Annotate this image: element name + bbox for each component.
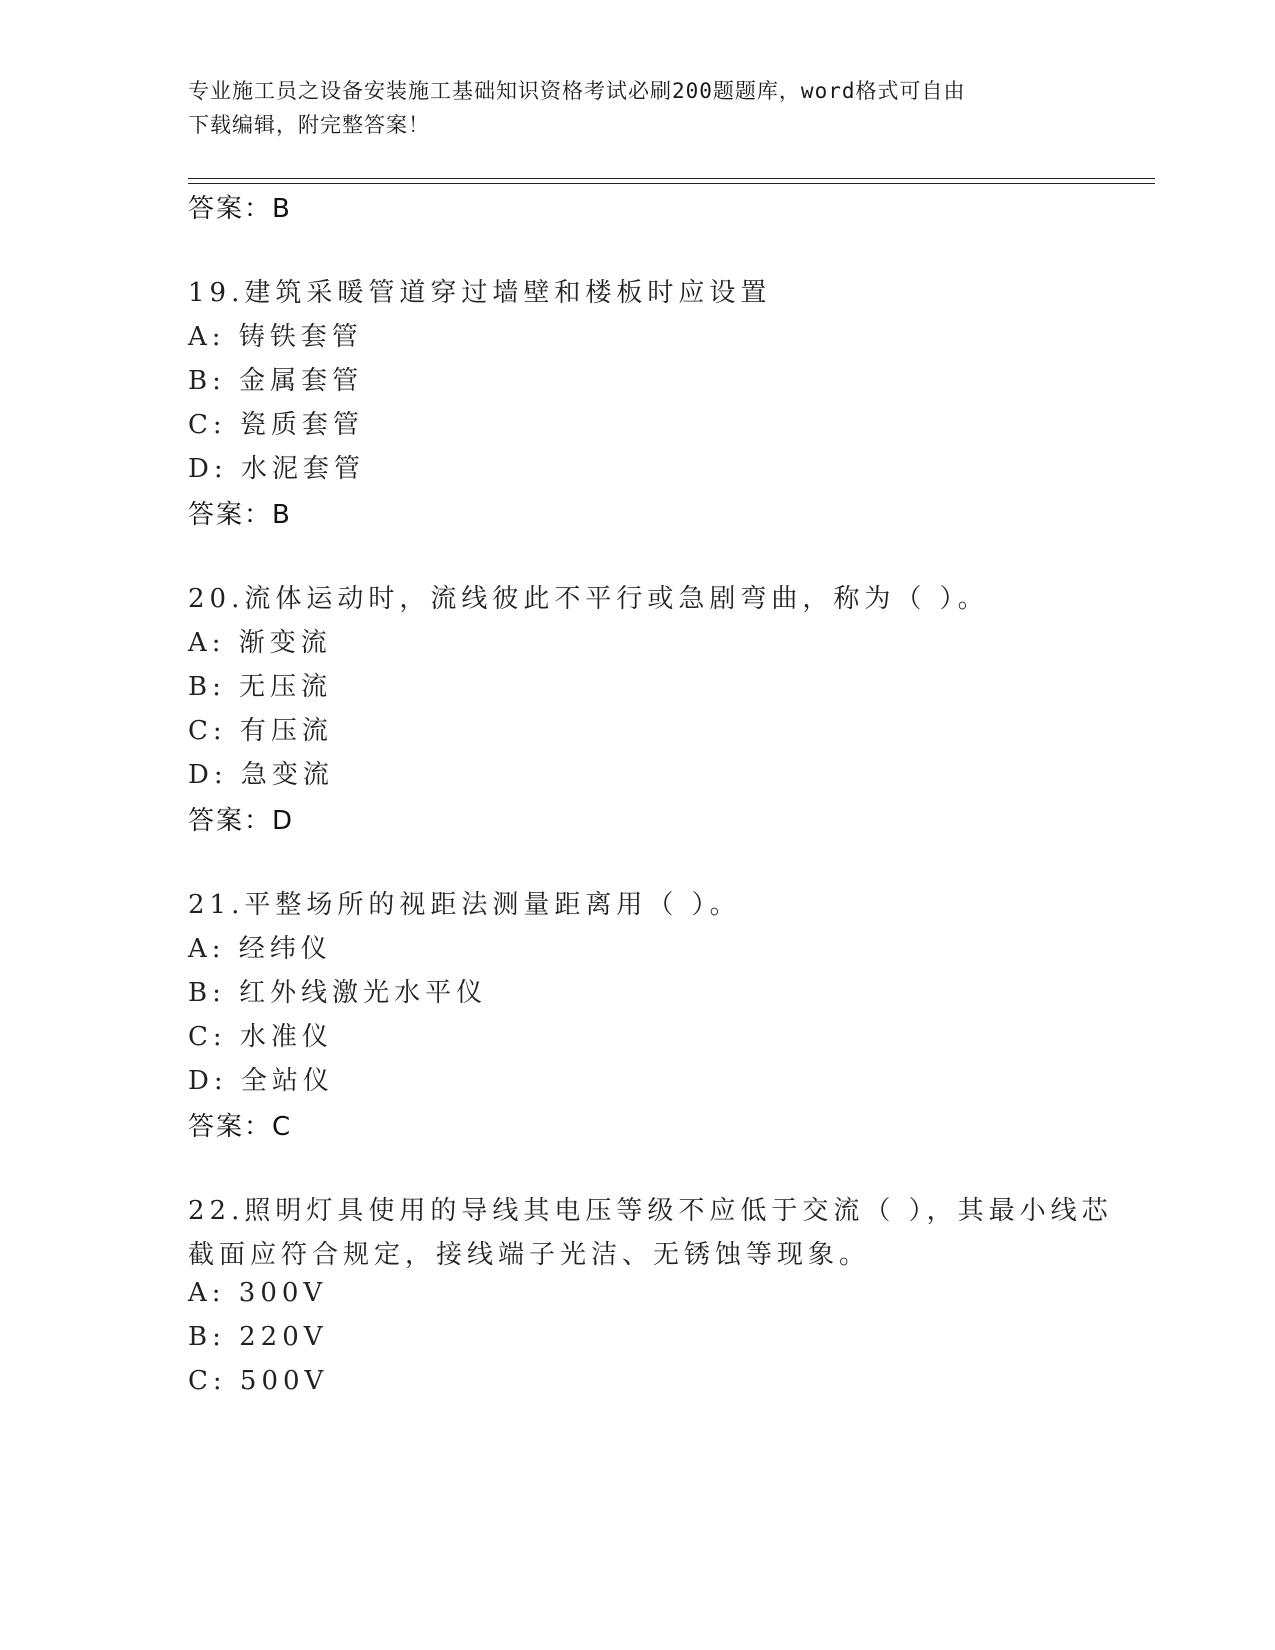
option-c: C: 水准仪 (188, 1022, 333, 1052)
answer-label: 答案：D (188, 806, 295, 836)
header-line-1: 专业施工员之设备安装施工基础知识资格考试必刷200题题库，word格式可自由 (188, 79, 966, 103)
question-stem-continued: 截面应符合规定，接线端子光洁、无锈蚀等现象。 (188, 1240, 871, 1270)
option-b: B: 金属套管 (188, 366, 364, 396)
option-a: A: 300V (188, 1278, 328, 1308)
option-c: C: 500V (188, 1366, 329, 1396)
option-a: A: 渐变流 (188, 628, 332, 658)
header-divider-top (188, 178, 1155, 179)
option-b: B: 无压流 (188, 672, 333, 702)
header-line-2: 下载编辑，附完整答案！ (188, 113, 430, 137)
answer-label: 答案：B (188, 194, 292, 224)
option-c: C: 瓷质套管 (188, 410, 364, 440)
option-b: B: 红外线激光水平仪 (188, 978, 488, 1008)
header-divider-bottom (188, 183, 1155, 184)
answer-label: 答案：B (188, 500, 292, 530)
option-d: D: 急变流 (188, 760, 334, 790)
question-stem: 19.建筑采暖管道穿过墙壁和楼板时应设置 (188, 278, 772, 308)
option-d: D: 水泥套管 (188, 454, 365, 484)
question-stem: 20.流体运动时，流线彼此不平行或急剧弯曲，称为（ ）。 (188, 584, 989, 614)
option-a: A: 铸铁套管 (188, 322, 363, 352)
option-d: D: 全站仪 (188, 1066, 334, 1096)
question-stem: 22.照明灯具使用的导线其电压等级不应低于交流（ ），其最小线芯 (188, 1196, 1113, 1226)
option-a: A: 经纬仪 (188, 934, 332, 964)
answer-label: 答案：C (188, 1112, 293, 1142)
document-header (188, 74, 1068, 142)
question-stem: 21.平整场所的视距法测量距离用（ ）。 (188, 890, 741, 920)
option-c: C: 有压流 (188, 716, 333, 746)
option-b: B: 220V (188, 1322, 328, 1352)
